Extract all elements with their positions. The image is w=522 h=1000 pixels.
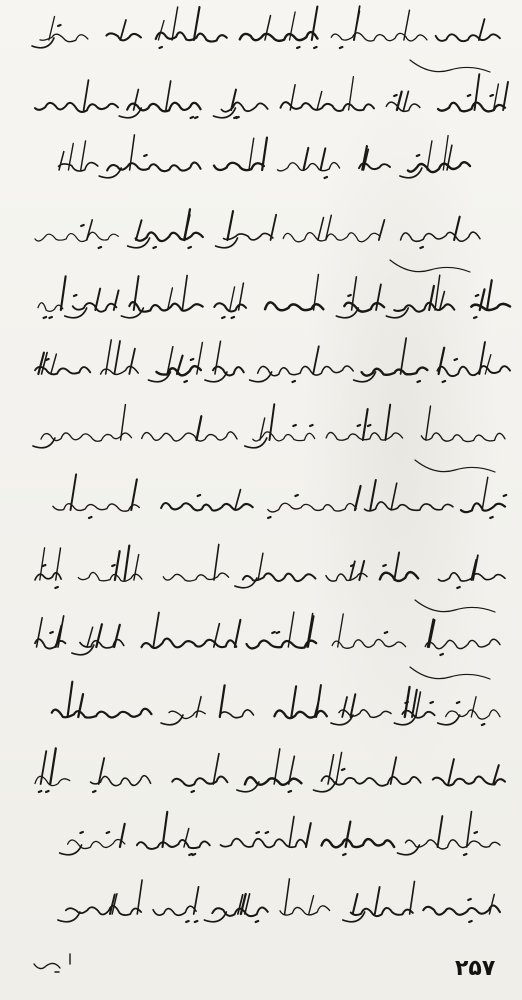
manuscript-line bbox=[35, 748, 505, 792]
manuscript-line bbox=[35, 74, 508, 118]
manuscript-line bbox=[35, 209, 480, 272]
manuscript-line bbox=[53, 474, 506, 518]
manuscript-line bbox=[52, 682, 500, 725]
manuscript-line bbox=[35, 544, 505, 612]
page-number: ۲۵۷ bbox=[455, 956, 496, 981]
manuscript-line bbox=[35, 338, 510, 382]
manuscript-line bbox=[58, 135, 470, 178]
manuscript-line bbox=[38, 274, 510, 318]
manuscript-line bbox=[58, 879, 500, 922]
manuscript-line bbox=[60, 812, 500, 855]
manuscript-line bbox=[35, 612, 500, 679]
catchword bbox=[34, 954, 70, 972]
manuscript-line bbox=[32, 6, 500, 72]
manuscript-line bbox=[33, 404, 505, 472]
